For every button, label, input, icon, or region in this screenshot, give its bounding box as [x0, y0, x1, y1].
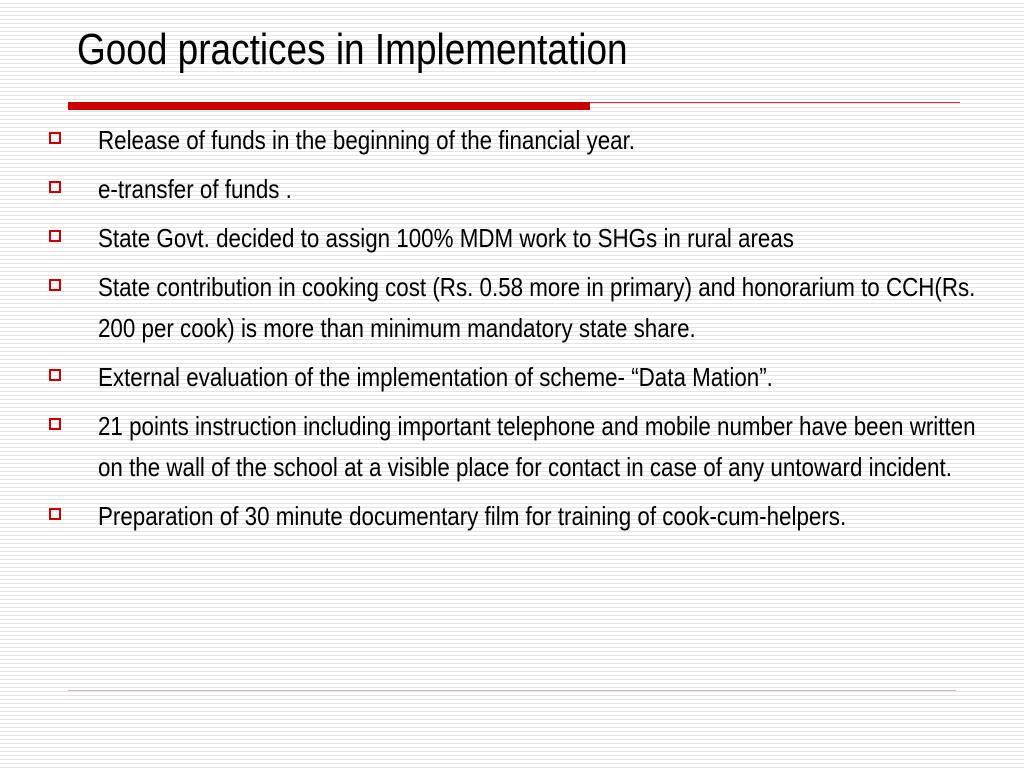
bullet-item: [48, 357, 1008, 398]
hollow-square-bullet-icon: [49, 230, 61, 242]
slide-title: Good practices in Implementation: [77, 25, 628, 74]
bullet-text: 21 points instruction including important telephone and mobile number have been written on the wall of the school at a visible place for contact in case of any untoward incident.: [98, 411, 976, 482]
bullet-item: [48, 169, 1008, 210]
bullet-text: State Govt. decided to assign 100% MDM work to SHGs in rural areas: [98, 223, 794, 253]
bullet-text: State contribution in cooking cost (Rs. 0.58 more in primary) and honorarium to CCH(Rs. 200 per cook) is more than minimum mandatory state share.: [98, 272, 976, 343]
hollow-square-bullet-icon: [49, 508, 61, 520]
bullet-list: [48, 120, 1008, 545]
title-underline-accent: [68, 102, 590, 110]
bullet-text: Release of funds in the beginning of the financial year.: [98, 125, 636, 155]
bullet-item: [48, 120, 1008, 161]
bullet-item: [48, 496, 1008, 537]
footer-divider: [68, 690, 956, 691]
hollow-square-bullet-icon: [49, 181, 61, 193]
hollow-square-bullet-icon: [49, 132, 61, 144]
bullet-item: [48, 218, 1008, 259]
hollow-square-bullet-icon: [49, 279, 61, 291]
bullet-item: [48, 267, 1008, 349]
bullet-item: [48, 406, 1008, 488]
bullet-text: External evaluation of the implementation of scheme- “Data Mation”.: [98, 362, 773, 392]
bullet-text: Preparation of 30 minute documentary film for training of cook-cum-helpers.: [98, 501, 847, 531]
bullet-text: e-transfer of funds .: [98, 174, 292, 204]
hollow-square-bullet-icon: [49, 418, 61, 430]
title-underline-thin: [590, 102, 960, 103]
hollow-square-bullet-icon: [49, 369, 61, 381]
